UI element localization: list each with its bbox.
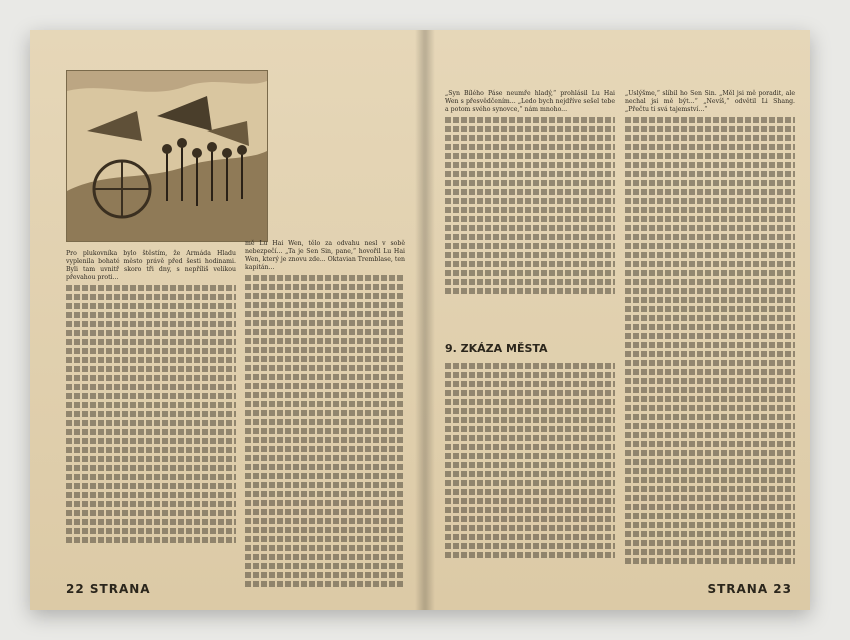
text-line <box>445 435 615 441</box>
text-line <box>66 411 236 417</box>
text-line <box>445 498 615 504</box>
text-line <box>445 480 615 486</box>
text-line <box>625 324 795 330</box>
text-line <box>445 453 615 459</box>
right-body-text-2: „Uslýšme,“ slíbil ho Sen Sin. „Měl jsi mě poradit, ale nechal jsi mě být...“ „Nevíš,“ odvětil Li Shang. „Přečtu ti svá tajemství...“ <box>625 90 795 113</box>
text-line <box>66 330 236 336</box>
text-line <box>625 531 795 537</box>
text-line <box>245 374 405 380</box>
text-line <box>625 351 795 357</box>
text-line <box>445 516 615 522</box>
text-line <box>625 315 795 321</box>
text-line <box>245 320 405 326</box>
text-line <box>625 297 795 303</box>
text-line <box>625 414 795 420</box>
text-line <box>625 306 795 312</box>
text-line <box>445 399 615 405</box>
text-line <box>245 446 405 452</box>
text-line <box>245 419 405 425</box>
text-line <box>66 438 236 444</box>
text-line <box>445 426 615 432</box>
text-line <box>66 492 236 498</box>
text-line <box>625 423 795 429</box>
text-line <box>625 396 795 402</box>
text-line <box>445 216 615 222</box>
chapter-heading: 9. ZKÁZA MĚSTA <box>445 342 548 355</box>
text-line <box>625 477 795 483</box>
text-line <box>445 117 615 123</box>
text-line <box>625 207 795 213</box>
text-line <box>245 482 405 488</box>
text-line <box>245 275 405 281</box>
text-line <box>625 153 795 159</box>
text-line <box>625 387 795 393</box>
text-line <box>66 357 236 363</box>
text-line <box>66 420 236 426</box>
text-line <box>445 417 615 423</box>
right-column-2 <box>625 90 795 567</box>
text-line <box>625 441 795 447</box>
text-line <box>625 189 795 195</box>
text-line <box>445 252 615 258</box>
text-line <box>66 537 236 543</box>
text-line <box>625 279 795 285</box>
text-line <box>245 338 405 344</box>
text-line <box>625 198 795 204</box>
text-line <box>445 408 615 414</box>
illustration-drawing <box>67 71 267 241</box>
open-book <box>30 30 810 610</box>
text-line <box>625 261 795 267</box>
left-column-2 <box>245 240 405 590</box>
text-line <box>245 302 405 308</box>
text-line <box>625 459 795 465</box>
text-line <box>66 483 236 489</box>
text-line <box>245 527 405 533</box>
text-line <box>625 117 795 123</box>
text-line <box>245 392 405 398</box>
text-line <box>625 288 795 294</box>
text-line <box>625 486 795 492</box>
text-line <box>245 356 405 362</box>
text-line <box>66 474 236 480</box>
text-line <box>625 549 795 555</box>
text-line <box>625 126 795 132</box>
text-line <box>245 410 405 416</box>
text-line <box>625 360 795 366</box>
right-page <box>425 30 810 610</box>
text-line <box>625 522 795 528</box>
text-line <box>445 171 615 177</box>
text-line <box>445 462 615 468</box>
left-column-1 <box>66 250 236 546</box>
text-line <box>625 243 795 249</box>
text-line <box>245 428 405 434</box>
text-line <box>445 507 615 513</box>
text-line <box>245 365 405 371</box>
text-line <box>625 504 795 510</box>
text-line <box>445 189 615 195</box>
text-line <box>66 393 236 399</box>
text-line <box>445 153 615 159</box>
text-line <box>625 369 795 375</box>
text-line <box>66 528 236 534</box>
text-line <box>445 279 615 285</box>
text-line <box>245 572 405 578</box>
text-line <box>625 405 795 411</box>
text-line <box>445 543 615 549</box>
right-column-1 <box>445 90 615 297</box>
text-line <box>66 339 236 345</box>
text-line <box>445 381 615 387</box>
text-line <box>245 293 405 299</box>
text-line <box>445 471 615 477</box>
text-line <box>445 270 615 276</box>
text-line <box>625 378 795 384</box>
text-line <box>245 554 405 560</box>
text-line <box>245 347 405 353</box>
text-line <box>445 144 615 150</box>
text-line <box>245 500 405 506</box>
text-line <box>245 401 405 407</box>
text-line <box>245 491 405 497</box>
text-line <box>245 329 405 335</box>
text-line <box>625 342 795 348</box>
text-line <box>625 171 795 177</box>
text-line <box>625 180 795 186</box>
text-line <box>66 384 236 390</box>
text-line <box>66 303 236 309</box>
text-line <box>66 456 236 462</box>
text-line <box>625 333 795 339</box>
text-line <box>625 450 795 456</box>
text-line <box>445 243 615 249</box>
text-line <box>625 558 795 564</box>
text-line <box>445 489 615 495</box>
text-line <box>625 513 795 519</box>
text-line <box>66 465 236 471</box>
text-line <box>445 234 615 240</box>
text-line <box>445 135 615 141</box>
text-line <box>245 311 405 317</box>
right-body-text-1: „Syn Bílého Páse neumře hladý,“ prohlásil Lu Hai Wen s přesvědčením... „Ledo bych nejdříve sešel tebe a potom svého synovce,“ nám mnoho... <box>445 90 615 113</box>
text-line <box>445 552 615 558</box>
text-line <box>445 372 615 378</box>
text-line <box>445 225 615 231</box>
text-line <box>445 261 615 267</box>
text-line <box>445 288 615 294</box>
text-line <box>445 525 615 531</box>
text-line <box>66 402 236 408</box>
text-line <box>66 312 236 318</box>
text-line <box>625 225 795 231</box>
text-line <box>625 162 795 168</box>
text-line <box>245 473 405 479</box>
text-line <box>445 534 615 540</box>
text-line <box>66 429 236 435</box>
text-line <box>66 501 236 507</box>
text-line <box>245 536 405 542</box>
text-line <box>445 390 615 396</box>
right-column-1-continued <box>445 360 615 561</box>
text-line <box>445 126 615 132</box>
text-line <box>625 468 795 474</box>
army-march-illustration <box>66 70 268 242</box>
text-line <box>245 455 405 461</box>
left-body-text-2: mě Lu Hai Wen, tělo za odvahu nesl v sobě nebezpečí... „Ta je Sen Sin, pane,“ hovořil Lu Hai Wen, který je znovu zde... Oktavian Tremblase, ten kapitán... <box>245 240 405 271</box>
text-line <box>66 321 236 327</box>
text-line <box>445 162 615 168</box>
text-line <box>245 284 405 290</box>
text-line <box>625 234 795 240</box>
text-line <box>66 375 236 381</box>
text-line <box>245 581 405 587</box>
text-line <box>625 270 795 276</box>
text-line <box>66 294 236 300</box>
text-line <box>625 135 795 141</box>
text-line <box>245 464 405 470</box>
text-line <box>445 363 615 369</box>
text-line <box>66 510 236 516</box>
text-line <box>625 252 795 258</box>
text-line <box>66 366 236 372</box>
text-line <box>625 216 795 222</box>
text-line <box>245 518 405 524</box>
text-line <box>625 144 795 150</box>
text-line <box>445 180 615 186</box>
text-line <box>625 432 795 438</box>
text-line <box>625 495 795 501</box>
right-page-footer: STRANA 23 <box>707 582 792 596</box>
text-line <box>245 437 405 443</box>
text-line <box>445 207 615 213</box>
left-page-footer: 22 STRANA <box>66 582 151 596</box>
text-line <box>66 447 236 453</box>
left-page <box>30 30 426 610</box>
text-line <box>445 444 615 450</box>
text-line <box>245 383 405 389</box>
text-line <box>66 348 236 354</box>
text-line <box>245 545 405 551</box>
text-line <box>445 198 615 204</box>
text-line <box>245 509 405 515</box>
text-line <box>625 540 795 546</box>
left-body-text-1: Pro plukovníka bylo štěstím, že Armáda Hladu vyplenila bohaté město právě před šesti hodinami. Byli tam uvnitř skoro tři dny, s nepříliš velikou převahou proti... <box>66 250 236 281</box>
text-line <box>66 285 236 291</box>
text-line <box>66 519 236 525</box>
text-line <box>245 563 405 569</box>
